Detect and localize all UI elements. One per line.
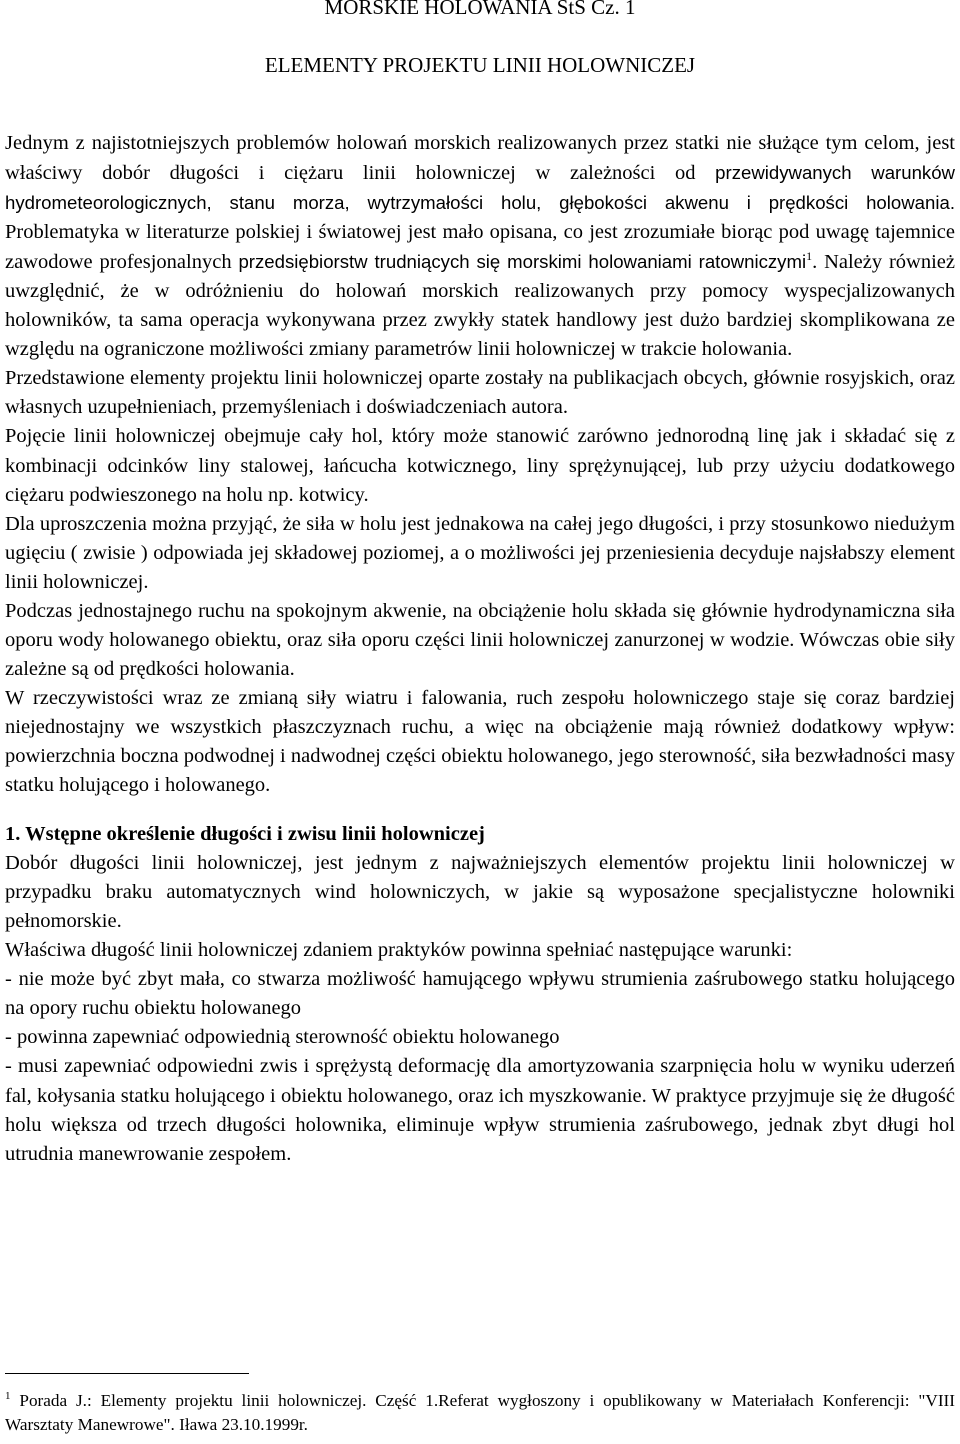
intro-p1-rest: Problematyka w literaturze polskiej i światowej jest mało opisana, co jest zrozumiałe biorąc pod uwagę tajemnice zawodowe profesjonalnych — [5, 221, 955, 274]
footnote-text: Porada J.: Elementy projektu linii holowniczej. Część 1.Referat wygłoszony i opublikowany w Materiałach Konferencji: "VIII Warsztaty Manewrowe". Iława 23.10.1999r. — [5, 1391, 955, 1434]
footnote-divider — [5, 1373, 249, 1374]
intro-paragraph-6: W rzeczywistości wraz ze zmianą siły wiatru i falowania, ruch zespołu holowniczego staje się coraz bardziej niejednostajny we wszystkich płaszczyznach ruchu, a więc na obciążenie mają również dodatkowy wpływ: powierzchnia boczna podwodnej i nadwodnej części obiektu holowanego, jego sterowność, siła bezwładności masy statku holującego i holowanego. — [5, 686, 955, 797]
footnote — [5, 1389, 955, 1437]
list-item: - powinna zapewniać odpowiednią sterowność obiektu holowanego — [5, 1026, 560, 1049]
section-1-paragraph-1: Dobór długości linii holowniczej, jest jednym z najważniejszych elementów projektu linii holowniczej w przypadku braku automatycznych wind holowniczych, w jakie są wyposażone specjalistyczne holowniki pełnomorskie. — [5, 852, 955, 933]
footnote-reference: 1 — [806, 249, 813, 264]
document-title: ELEMENTY PROJEKTU LINII HOLOWNICZEJ — [264, 53, 696, 77]
list-item: - nie może być zbyt mała, co stwarza możliwość hamującego wpływu strumienia zaśrubowego statku holującego na opory ruchu obiektu holowanego — [5, 968, 955, 1020]
intro-paragraph-5: Podczas jednostajnego ruchu na spokojnym akwenie, na obciążenie holu składa się głównie hydrodynamiczna siła oporu wody holowanego obiektu, oraz siła oporu części linii holowniczej zanurzonej w wodzie. Wówczas obie siły zależne są od prędkości holowania. — [5, 599, 955, 680]
intro-paragraph-2: Przedstawione elementy projektu linii holowniczej oparte zostały na publikacjach obcych, głównie rosyjskich, oraz własnych uzupełnieniach, przemyśleniach i doświadczeniach autora. — [5, 367, 955, 419]
running-header: MORSKIE HOLOWANIA StS Cz. 1 — [324, 0, 636, 19]
intro-p1-sans-2: przedsiębiorstw trudniących się morskimi holowaniami ratowniczymi — [238, 251, 807, 273]
intro-p1-sans: przewidywanych warunków hydrometeorologicznych, stanu morza, wytrzymałości holu, głębokości akwenu i prędkości holowania. — [5, 162, 955, 214]
intro-paragraph-3: Pojęcie linii holowniczej obejmuje cały hol, który może stanowić zarówno jednorodną linę jak i składać się z kombinacji odcinków liny stalowej, łańcucha kotwicznego, liny sprężynującej, lub przy użyciu dodatkowego ciężaru podwieszonego na holu np. kotwicy. — [5, 425, 955, 506]
document-body — [5, 129, 955, 1169]
intro-p1-serif: Jednym z najistotniejszych problemów holowań morskich realizowanych przez statki nie służące tym celom, jest właściwy dobór długości i ciężaru linii holowniczej w zależności od — [5, 132, 955, 185]
footnote-number: 1 — [5, 1390, 11, 1402]
document-page — [5, 0, 956, 1434]
section-1-paragraph-2: Właściwa długość linii holowniczej zdaniem praktyków powinna spełniać następujące warunki: — [5, 939, 793, 962]
list-item: - musi zapewniać odpowiedni zwis i sprężystą deformację dla amortyzowania szarpnięcia holu w wyniku uderzeń fal, kołysania statku holującego i obiektu holowanego, oraz ich myszkowanie. W praktyce przyjmuje się że długość holu większa od trzech długości holownika, eliminuje wpływ strumienia zaśrubowego, jednak zbyt długi hol utrudnia manewrowanie zespołem. — [5, 1055, 955, 1165]
intro-paragraph-1 — [5, 129, 955, 364]
intro-p1-tail: . Należy również uwzględnić, że w odróżnieniu do holowań morskich realizowanych przy pomocy wyspecjalizowanych holowników, ta sama operacja wykonywana przez zwykły statek handlowy jest dużo bardziej skomplikowana ze względu na ograniczone możliwości zmiany parametrów linii holowniczej w trakcie holowania. — [5, 251, 956, 361]
intro-paragraph-4: Dla uproszczenia można przyjąć, że siła w holu jest jednakowa na całej jego długości, i przy stosunkowo niedużym ugięciu ( zwisie ) odpowiada jej składowej poziomej, a o możliwości jej przeniesienia decyduje najsłabszy element linii holowniczej. — [5, 512, 955, 593]
section-1-heading: 1. Wstępne określenie długości i zwisu linii holowniczej — [5, 823, 485, 846]
